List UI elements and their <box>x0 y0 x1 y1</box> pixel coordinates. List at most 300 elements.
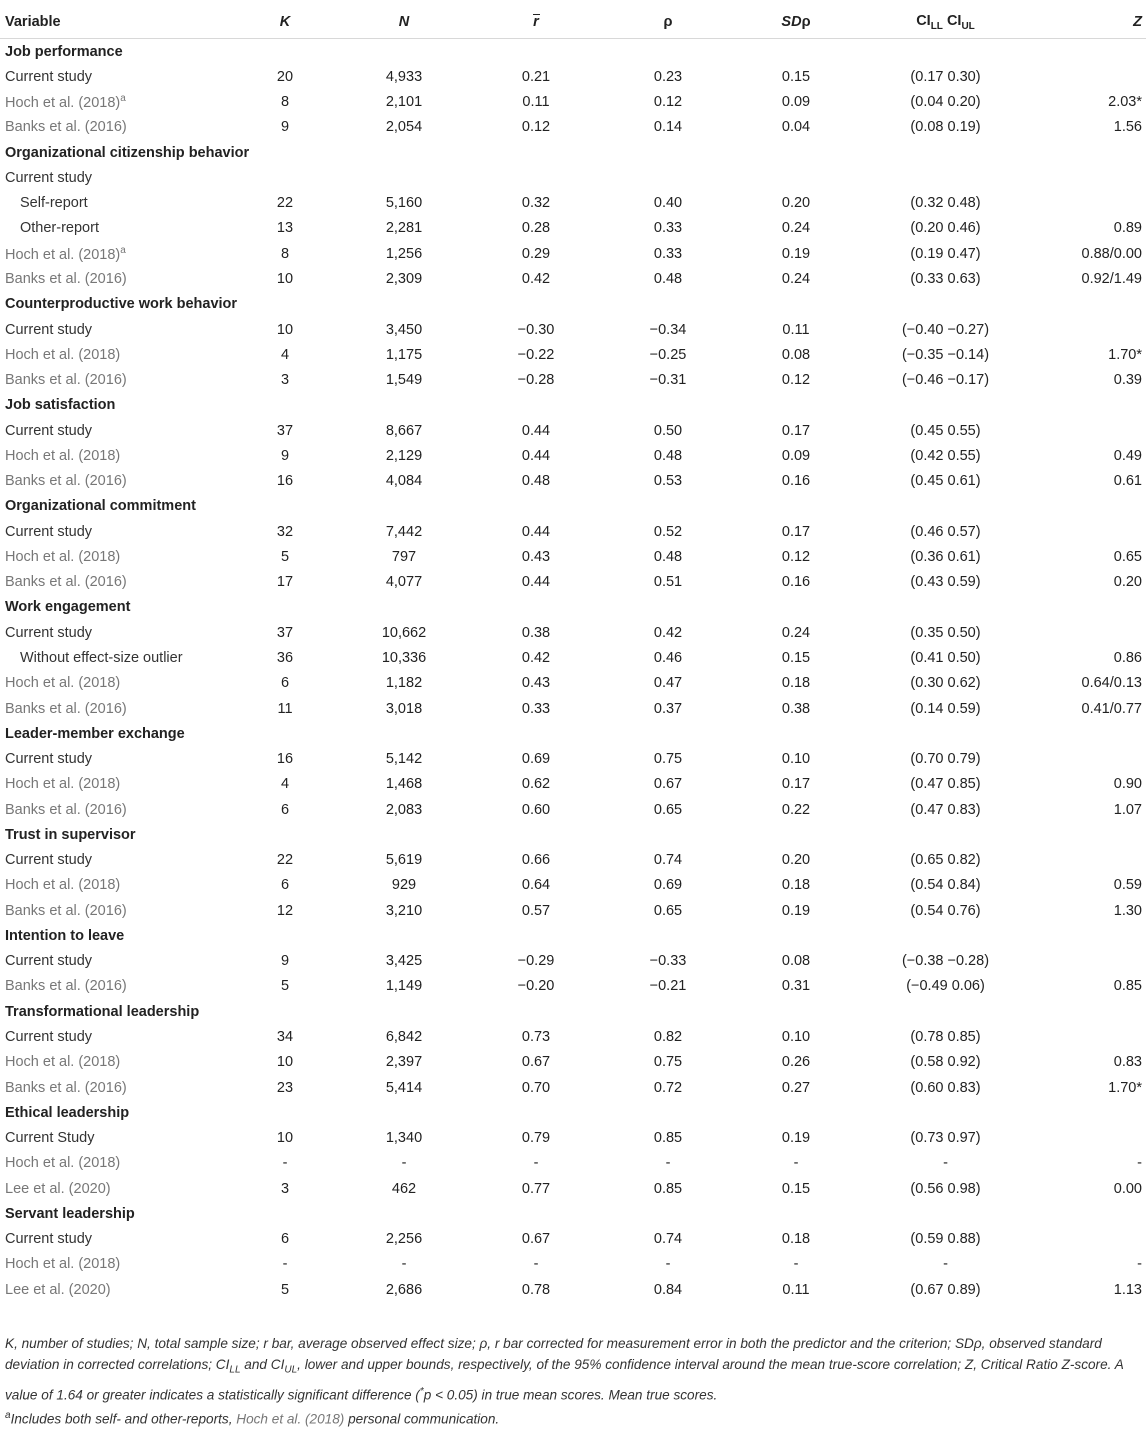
row-label-text: Self-report <box>20 195 88 212</box>
cell-r: 0.42 <box>521 650 551 666</box>
cell-ci: (−0.38 −0.28) <box>901 953 990 970</box>
cell-k: 22 <box>276 852 294 869</box>
cell-rho: −0.25 <box>649 346 687 363</box>
cell-r: 0.44 <box>521 574 551 591</box>
cell-z: - <box>1137 1155 1142 1172</box>
cell-rho: 0.67 <box>653 776 683 793</box>
cell-ci: (0.45 0.55) <box>910 422 981 439</box>
cell-n: 8,667 <box>385 422 423 439</box>
cell-n: 4,933 <box>385 68 423 85</box>
row-label <box>0 216 235 241</box>
table-row <box>0 671 1146 696</box>
table-row <box>0 1226 1146 1251</box>
cell-k: - <box>282 1155 288 1172</box>
header-row <box>0 6 1146 39</box>
cell-r <box>473 165 599 190</box>
cell-k: 22 <box>276 195 294 212</box>
section-title: Trust in supervisor <box>5 826 136 843</box>
row-label-text: Banks et al. (2016) <box>5 801 127 818</box>
cell-z: 1.13 <box>1113 1281 1142 1298</box>
row-label <box>0 342 235 367</box>
cell-r: 0.21 <box>521 68 551 85</box>
cell-sd: 0.04 <box>781 119 811 136</box>
row-label <box>0 1024 235 1049</box>
cell-z: 0.61 <box>1113 473 1142 490</box>
row-label <box>0 746 235 771</box>
table-row <box>0 620 1146 645</box>
cell-r: 0.67 <box>521 1054 551 1071</box>
cell-n: 2,256 <box>385 1231 423 1248</box>
cell-rho <box>599 165 737 190</box>
cell-sd: - <box>793 1155 799 1172</box>
cell-ci: (0.20 0.46) <box>910 220 981 237</box>
row-label <box>0 1277 235 1302</box>
cell-n: 3,210 <box>385 902 423 919</box>
cell-sd: 0.17 <box>781 776 811 793</box>
cell-n: 2,281 <box>385 220 423 237</box>
header-z: Z <box>1036 6 1146 39</box>
cell-sd: 0.12 <box>781 372 811 389</box>
cell-r: 0.43 <box>521 675 551 692</box>
cell-r: - <box>533 1155 539 1172</box>
section-title: Organizational commitment <box>5 498 196 515</box>
footnote-a-marker: a <box>5 1410 11 1422</box>
cell-ci: (0.32 0.48) <box>910 195 981 212</box>
cell-rho: 0.84 <box>653 1281 683 1298</box>
cell-z: 1.07 <box>1113 801 1142 818</box>
cell-k: 10 <box>276 1054 294 1071</box>
cell-rho: −0.21 <box>649 978 687 995</box>
cell-sd: 0.27 <box>781 1079 811 1096</box>
cell-z: 1.30 <box>1113 902 1142 919</box>
row-label <box>0 266 235 291</box>
cell-k: 17 <box>276 574 294 591</box>
cell-sd: 0.26 <box>781 1054 811 1071</box>
row-label <box>0 645 235 670</box>
cell-ci: (0.56 0.98) <box>910 1180 981 1197</box>
cell-r: 0.38 <box>521 624 551 641</box>
footnote-text-2: and CI <box>240 1357 285 1372</box>
row-label-text: Other-report <box>20 220 99 237</box>
table-row <box>0 848 1146 873</box>
cell-k: 37 <box>276 422 294 439</box>
cell-ci: (0.73 0.97) <box>910 1130 981 1147</box>
section-row <box>0 292 1146 317</box>
cell-k: 12 <box>276 902 294 919</box>
row-label-text: Current study <box>5 624 93 641</box>
table-row <box>0 696 1146 721</box>
cell-r: 0.69 <box>521 751 551 768</box>
cell-r: 0.29 <box>521 245 551 262</box>
cell-rho: 0.74 <box>653 852 683 869</box>
table-row <box>0 469 1146 494</box>
row-label <box>0 241 235 266</box>
cell-z <box>1036 191 1146 216</box>
row-label <box>0 974 235 999</box>
cell-r: 0.11 <box>522 94 550 111</box>
cell-k: 10 <box>276 321 294 338</box>
cell-sd: - <box>793 1256 799 1273</box>
footnote-star: * <box>419 1385 424 1397</box>
cell-rho: - <box>665 1155 671 1172</box>
cell-rho: 0.51 <box>653 574 683 591</box>
cell-rho: 0.82 <box>653 1028 683 1045</box>
row-label <box>0 797 235 822</box>
cell-z: 0.88/0.00 <box>1081 245 1142 262</box>
cell-k: 6 <box>280 1231 290 1248</box>
table-row <box>0 191 1146 216</box>
meta-analysis-table <box>0 6 1146 1302</box>
cell-ci: (−0.46 −0.17) <box>901 372 990 389</box>
cell-z: 0.83 <box>1113 1054 1142 1071</box>
cell-rho: 0.37 <box>653 700 683 717</box>
cell-k: 20 <box>276 68 294 85</box>
cell-ci: (0.70 0.79) <box>910 751 981 768</box>
cell-ci: (0.59 0.88) <box>910 1231 981 1248</box>
footnote-text-1: K, number of studies; N, total sample size; r bar, average observed effect size; ρ, r bar corrected for measurement error in both the predictor and the criterion; SDρ, observed standard deviation in corrected correlations; CI <box>5 1336 1102 1372</box>
cell-rho: 0.52 <box>653 523 683 540</box>
row-label-text: Lee et al. (2020) <box>5 1180 111 1197</box>
cell-ci: (0.08 0.19) <box>910 119 981 136</box>
cell-ci: (0.47 0.83) <box>910 801 981 818</box>
row-label <box>0 1252 235 1277</box>
section-title: Transformational leadership <box>5 1003 200 1020</box>
cell-z: 0.85 <box>1113 978 1142 995</box>
header-n: N <box>335 6 473 39</box>
footnote-text-3: , lower and upper bounds, respectively, of the 95% confidence interval around the mean true-score correlation; Z, Critical Ratio Z-score. A value of 1.64 or greater indicates a statistically significant difference ( <box>5 1357 1124 1403</box>
table-row <box>0 367 1146 392</box>
cell-sd: 0.22 <box>781 801 811 818</box>
cell-n: 2,397 <box>385 1054 423 1071</box>
cell-n: 2,101 <box>385 94 423 111</box>
row-label-text: Current study <box>5 422 93 439</box>
cell-z: 0.00 <box>1113 1180 1142 1197</box>
row-label-text: Hoch et al. (2018) <box>5 776 121 793</box>
section-row <box>0 1100 1146 1125</box>
section-row <box>0 140 1146 165</box>
cell-n: 2,129 <box>385 447 423 464</box>
section-row <box>0 39 1146 65</box>
table-row <box>0 1125 1146 1150</box>
cell-n: 3,425 <box>385 953 423 970</box>
cell-n: 5,160 <box>385 195 423 212</box>
cell-sd: 0.19 <box>781 902 811 919</box>
row-label <box>0 1050 235 1075</box>
row-label-text: Current study <box>5 321 93 338</box>
cell-r: 0.62 <box>521 776 551 793</box>
section-row <box>0 494 1146 519</box>
row-label <box>0 1151 235 1176</box>
cell-rho: 0.85 <box>653 1180 683 1197</box>
header-ci-ll-prefix: CI <box>916 12 931 29</box>
cell-z: 0.59 <box>1113 877 1142 894</box>
cell-sd: 0.19 <box>781 245 811 262</box>
row-label-text: Banks et al. (2016) <box>5 978 127 995</box>
cell-rho: 0.48 <box>653 447 683 464</box>
cell-n: 5,414 <box>385 1079 423 1096</box>
table-row <box>0 772 1146 797</box>
cell-n: 1,468 <box>385 776 423 793</box>
cell-r: 0.67 <box>521 1231 551 1248</box>
table-row <box>0 1075 1146 1100</box>
footnote-a-tail: personal communication. <box>344 1411 500 1427</box>
cell-ci: (0.42 0.55) <box>910 447 981 464</box>
table-row <box>0 90 1146 115</box>
table-row <box>0 544 1146 569</box>
cell-r: 0.78 <box>521 1281 551 1298</box>
header-variable: Variable <box>0 6 235 39</box>
row-label <box>0 620 235 645</box>
cell-z <box>1036 418 1146 443</box>
row-label-text: Hoch et al. (2018) <box>5 95 121 112</box>
cell-z: 1.70* <box>1108 1079 1142 1096</box>
cell-n: 2,686 <box>385 1281 423 1298</box>
cell-sd: 0.18 <box>781 1231 811 1248</box>
cell-ci: (−0.49 0.06) <box>906 978 985 995</box>
row-label-text: Current study <box>5 1028 93 1045</box>
cell-k: 3 <box>280 372 290 389</box>
table-row <box>0 1024 1146 1049</box>
section-row <box>0 923 1146 948</box>
cell-sd: 0.08 <box>781 346 811 363</box>
header-ci-ll-sub: LL <box>930 20 943 32</box>
cell-ci: - <box>943 1155 948 1172</box>
section-row <box>0 393 1146 418</box>
cell-n: 10,336 <box>381 650 427 666</box>
cell-r: 0.77 <box>521 1180 551 1197</box>
header-rho: ρ <box>599 6 737 39</box>
cell-n: 1,549 <box>385 372 423 389</box>
section-row <box>0 822 1146 847</box>
cell-n <box>335 165 473 190</box>
header-sd-suffix: ρ <box>801 14 811 30</box>
cell-k: 37 <box>276 624 294 641</box>
cell-rho: 0.12 <box>653 94 683 111</box>
cell-z: 1.56 <box>1113 119 1142 136</box>
cell-sd: 0.31 <box>781 978 811 995</box>
section-row <box>0 999 1146 1024</box>
footnote-abbreviations <box>5 1333 1143 1405</box>
cell-k: 4 <box>280 776 290 793</box>
cell-ci: - <box>943 1256 948 1273</box>
cell-z <box>1036 64 1146 89</box>
cell-ci: (0.43 0.59) <box>910 574 981 591</box>
row-label-text: Banks et al. (2016) <box>5 271 127 288</box>
row-label <box>0 115 235 140</box>
cell-n: 5,619 <box>385 852 423 869</box>
cell-k: 16 <box>276 473 294 490</box>
row-label <box>0 772 235 797</box>
cell-z: 0.20 <box>1113 574 1142 591</box>
cell-sd: 0.15 <box>781 68 811 85</box>
cell-k: 3 <box>280 1180 290 1197</box>
cell-ci: (−0.40 −0.27) <box>901 321 990 338</box>
row-label-text: Hoch et al. (2018) <box>5 346 121 363</box>
cell-r: 0.12 <box>521 119 551 136</box>
cell-k: 10 <box>276 271 294 288</box>
table-row <box>0 443 1146 468</box>
row-label-text: Hoch et al. (2018) <box>5 1155 121 1172</box>
table-row <box>0 746 1146 771</box>
table-row <box>0 519 1146 544</box>
header-sd-prefix: SD <box>781 14 802 30</box>
footnote-a-ref: Hoch et al. (2018) <box>236 1411 345 1427</box>
footnote-a-text: Includes both self- and other-reports, <box>10 1411 237 1427</box>
cell-rho: 0.33 <box>653 245 683 262</box>
row-label-text: Hoch et al. (2018) <box>5 1054 121 1071</box>
table-row <box>0 418 1146 443</box>
row-label-text: Current study <box>5 953 93 970</box>
header-ci-ul-sub: UL <box>961 20 975 32</box>
cell-k: 6 <box>280 675 290 692</box>
cell-rho: 0.72 <box>653 1079 683 1096</box>
cell-rho: 0.65 <box>653 801 683 818</box>
cell-r: 0.28 <box>521 220 551 237</box>
cell-z: 1.70* <box>1108 346 1142 363</box>
table-row <box>0 645 1146 670</box>
cell-ci: (0.19 0.47) <box>910 245 981 262</box>
cell-sd: 0.20 <box>781 195 811 212</box>
cell-n: 4,077 <box>385 574 423 591</box>
cell-n: 6,842 <box>385 1028 423 1045</box>
table-row <box>0 115 1146 140</box>
cell-rho: 0.50 <box>653 422 683 439</box>
row-label-text: Banks et al. (2016) <box>5 700 127 717</box>
row-label-text: Current study <box>5 852 93 869</box>
row-label <box>0 696 235 721</box>
row-label-text: Current study <box>5 68 93 85</box>
footnote-marker: a <box>120 244 126 256</box>
cell-sd: 0.17 <box>781 523 811 540</box>
header-sd-rho <box>737 6 855 39</box>
cell-n: - <box>401 1155 407 1172</box>
footnote-a <box>5 1405 1143 1430</box>
section-title: Leader-member exchange <box>5 725 185 742</box>
cell-r: 0.33 <box>521 700 551 717</box>
cell-r: −0.30 <box>517 321 555 338</box>
cell-r: 0.44 <box>521 523 551 540</box>
cell-sd: 0.24 <box>781 271 811 288</box>
section-title: Job satisfaction <box>5 397 116 414</box>
cell-sd: 0.38 <box>781 700 811 717</box>
cell-z: 0.64/0.13 <box>1081 675 1142 692</box>
section-title: Organizational citizenship behavior <box>5 144 250 161</box>
cell-sd: 0.12 <box>781 548 811 565</box>
cell-sd: 0.11 <box>782 1281 810 1298</box>
cell-k: 11 <box>277 700 293 717</box>
cell-n: 2,309 <box>385 271 423 288</box>
cell-sd: 0.20 <box>781 852 811 869</box>
row-label <box>0 949 235 974</box>
section-title: Work engagement <box>5 599 131 616</box>
cell-rho: 0.14 <box>653 119 683 136</box>
table-row <box>0 266 1146 291</box>
row-label-text: Hoch et al. (2018) <box>5 246 121 263</box>
cell-rho: 0.23 <box>653 68 683 85</box>
cell-z <box>1036 165 1146 190</box>
cell-r: −0.20 <box>517 978 555 995</box>
cell-n: 4,084 <box>385 473 423 490</box>
cell-sd: 0.24 <box>781 624 811 641</box>
header-k: K <box>235 6 335 39</box>
cell-sd: 0.16 <box>781 574 811 591</box>
cell-sd: 0.18 <box>781 675 811 692</box>
cell-k: 36 <box>276 650 294 666</box>
cell-n: 1,340 <box>385 1130 423 1147</box>
cell-sd: 0.18 <box>781 877 811 894</box>
cell-n: - <box>401 1256 407 1273</box>
cell-rho: - <box>665 1256 671 1273</box>
cell-z: 0.41/0.77 <box>1081 700 1142 717</box>
cell-r: - <box>533 1256 539 1273</box>
cell-n: 2,054 <box>385 119 423 136</box>
cell-ci: (0.33 0.63) <box>910 271 981 288</box>
cell-z <box>1036 848 1146 873</box>
table-row <box>0 974 1146 999</box>
cell-rho: 0.74 <box>653 1231 683 1248</box>
cell-z: 0.65 <box>1113 548 1142 565</box>
cell-rho: 0.53 <box>653 473 683 490</box>
cell-rho: −0.34 <box>649 321 687 338</box>
cell-r: 0.66 <box>521 852 551 869</box>
row-label <box>0 90 235 115</box>
cell-rho: 0.69 <box>653 877 683 894</box>
cell-ci: (0.30 0.62) <box>910 675 981 692</box>
header-rbar-symbol: r <box>533 14 539 30</box>
table-row <box>0 241 1146 266</box>
row-label-text: Without effect-size outlier <box>20 650 183 666</box>
cell-ci: (0.04 0.20) <box>910 94 981 111</box>
cell-r: 0.44 <box>521 447 551 464</box>
section-title: Intention to leave <box>5 927 125 944</box>
cell-r: 0.44 <box>521 422 551 439</box>
row-label-text: Hoch et al. (2018) <box>5 1256 121 1273</box>
cell-k <box>235 165 335 190</box>
cell-n: 3,018 <box>385 700 423 717</box>
cell-rho: 0.33 <box>653 220 683 237</box>
cell-sd: 0.08 <box>781 953 811 970</box>
row-label <box>0 64 235 89</box>
header-rbar <box>473 6 599 39</box>
row-label <box>0 544 235 569</box>
cell-r: 0.70 <box>521 1079 551 1096</box>
section-row <box>0 595 1146 620</box>
table-row <box>0 1277 1146 1302</box>
row-label-text: Banks et al. (2016) <box>5 119 127 136</box>
cell-n: 797 <box>391 548 417 565</box>
row-label <box>0 1176 235 1201</box>
cell-r: 0.79 <box>521 1130 551 1147</box>
table-row <box>0 873 1146 898</box>
cell-z: 2.03* <box>1108 94 1142 111</box>
table-row <box>0 317 1146 342</box>
cell-z: 0.86 <box>1113 650 1142 666</box>
row-label-text: Banks et al. (2016) <box>5 902 127 919</box>
cell-k: 6 <box>280 801 290 818</box>
cell-z <box>1036 949 1146 974</box>
section-title: Ethical leadership <box>5 1104 130 1121</box>
cell-z <box>1036 620 1146 645</box>
cell-z <box>1036 1024 1146 1049</box>
cell-k: 5 <box>280 1281 290 1298</box>
table-row <box>0 1151 1146 1176</box>
section-title: Job performance <box>5 43 123 60</box>
footnote-ll: LL <box>229 1364 241 1376</box>
footnote-text-4: p < 0.05) in true mean scores. Mean true scores. <box>423 1387 718 1403</box>
cell-r: 0.42 <box>521 271 551 288</box>
row-label <box>0 873 235 898</box>
cell-z: 0.39 <box>1113 372 1142 389</box>
